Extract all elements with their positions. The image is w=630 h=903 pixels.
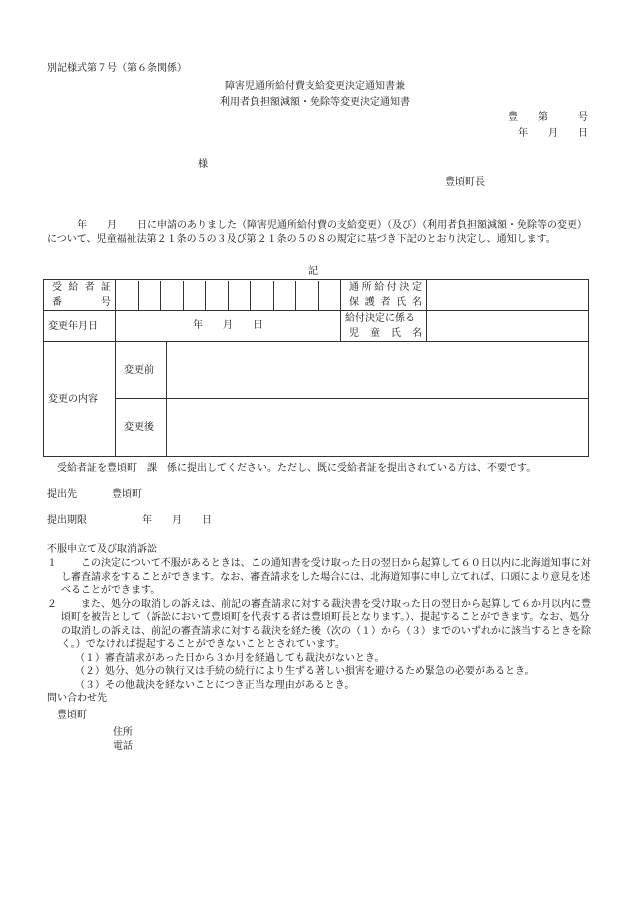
before-content-field (167, 342, 589, 399)
child-name-label: 給付決定に係る 児 童 氏 名 (341, 311, 427, 342)
intro-paragraph: 年 月 日に申請のありました（障害児通所給付費の支給変更）（及び）（利用者負担額減額・免除等の変更）について、児童福祉法第２１条の５の３及び第２１条の５の８の規定に基づき下記のとおり決定し、通知します。 (47, 220, 587, 245)
before-label: 変更前 (116, 342, 167, 399)
appeal-sub-item-1: （１）審査請求があった日から３か月を経過しても裁決がないとき。 (75, 652, 385, 664)
decision-table (43, 279, 589, 457)
child-name-field (427, 311, 589, 342)
appeal-sub-item-3: （３）その他裁決を経ないことにつき正当な理由があるとき。 (75, 679, 355, 691)
title-line-2: 利用者負担額減額・免除等変更決定通知書 (220, 97, 410, 108)
change-content-label: 変更の内容 (44, 342, 116, 457)
submit-note: 受給者証を豊頃町 課 係に提出してください。ただし、既に受給者証を提出されている方は、不要です。 (47, 463, 537, 474)
deadline-value: 年 月 日 (142, 515, 212, 526)
document-number: 豊 第 号 (508, 112, 588, 123)
cert-number-cells (116, 280, 341, 311)
title-line-1: 障害児通所給付費支給変更決定通知書兼 (225, 81, 405, 92)
after-content-field (167, 399, 589, 457)
contact-heading: 問い合わせ先 (47, 693, 107, 704)
cert-number-label: 受 給 者 証 番 号 (44, 280, 116, 311)
appeal-item-1: １ この決定について不服があるときは、この通知書を受け取った日の翌日から起算して６０日以内に北海道知事に対し審査請求をすることができます。なお、審査請求をした場合には、北海道知事に申し立てれば、口頭により意見を述べることができます。 (47, 558, 591, 596)
change-date-label: 変更年月日 (44, 311, 116, 342)
contact-org: 豊頃町 (57, 709, 87, 721)
recipient-suffix: 様 (198, 159, 208, 170)
contact-phone-label: 電話 (113, 740, 133, 752)
submit-to-value: 豊頃町 (112, 489, 142, 500)
guardian-label: 通 所 給 付 決 定 保 護 者 氏 名 (341, 280, 427, 311)
appeal-item-2: ２ また、処分の取消しの訴えは、前記の審査請求に対する裁決書を受け取った日の翌日から起算して６か月以内に豊頃町を被告として（訴訟において豊頃町を代表する者は豊頃町長となります。）、提起することができます。なお、処分の取消しの訴えは、前記の審査請求に対する裁決を経た後（次の（１）から（３）までのいずれかに該当するときを除く。）でなければ提起することができないこととされています。 (47, 598, 591, 650)
issuer-name: 豊頃町長 (445, 177, 485, 188)
appeal-heading: 不服申立て及び取消訴訟 (47, 544, 157, 555)
submit-to-label: 提出先 (47, 489, 77, 500)
guardian-name-field (427, 280, 589, 311)
after-label: 変更後 (116, 399, 167, 457)
form-label: 別記様式第７号（第６条関係） (47, 63, 187, 74)
appeal-sub-item-2: （２）処分、処分の執行又は手続の続行により生ずる著しい損害を避けるため緊急の必要があるとき。 (75, 666, 535, 677)
contact-address-label: 住所 (113, 727, 133, 738)
document-date: 年 月 日 (518, 128, 588, 139)
appeal-items (47, 557, 592, 753)
change-date-value: 年 月 日 (116, 311, 341, 342)
deadline-label: 提出期限 (47, 515, 87, 526)
ki-marker: 記 (308, 266, 318, 277)
